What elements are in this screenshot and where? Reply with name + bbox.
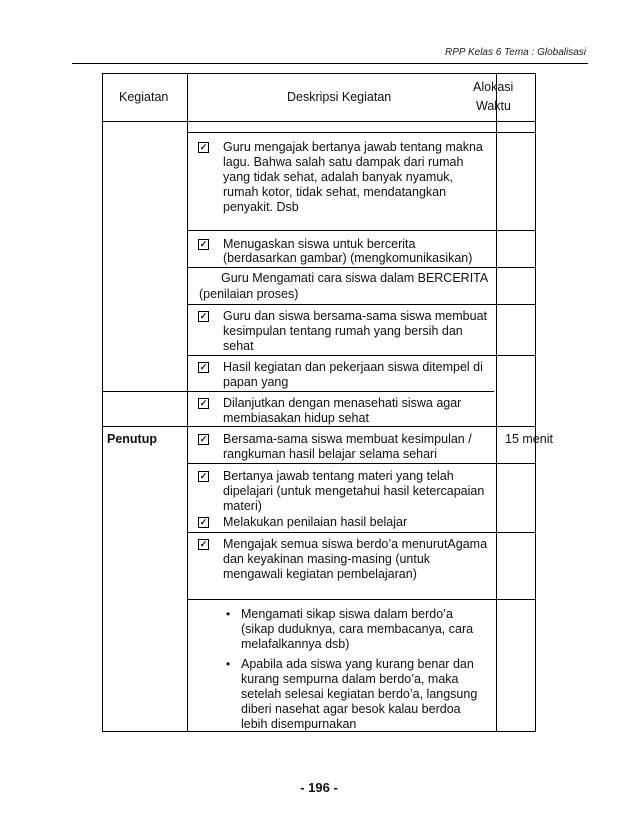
page-number: - 196 -	[300, 780, 338, 795]
desc-line: kurang sempurna dalam berdo’a, maka	[241, 672, 459, 686]
activity-table	[102, 73, 553, 732]
checkbox-icon: ✓	[199, 398, 208, 408]
column-divider	[496, 74, 497, 731]
desc-line: Bersama-sama siswa membuat kesimpulan /	[223, 432, 472, 446]
desc-line: sehat	[223, 339, 254, 353]
desc-line: lagu. Bahwa salah satu dampak dari rumah	[223, 155, 464, 169]
desc-line: (sikap duduknya, cara membacanya, cara	[241, 622, 474, 636]
desc-line: mengawali kegiatan pembelajaran)	[223, 567, 417, 581]
row-divider	[187, 532, 535, 533]
row-divider	[187, 463, 535, 464]
checkbox-icon: ✓	[199, 142, 208, 152]
checkbox-icon: ✓	[199, 539, 208, 549]
row-divider	[187, 132, 535, 133]
row-divider	[103, 391, 494, 392]
row-divider	[187, 267, 535, 268]
row-divider	[103, 426, 535, 427]
desc-line: kesimpulan tentang rumah yang bersih dan	[223, 324, 463, 338]
desc-line: membiasakan hidup sehat	[223, 411, 369, 425]
desc-line: Guru Mengamati cara siswa dalam BERCERITA	[221, 271, 489, 285]
desc-line: Mengajak semua siswa berdo’a menurutAgama	[223, 537, 488, 551]
desc-line: Menugaskan siswa untuk bercerita	[223, 237, 416, 251]
desc-line: rumah kotor, tidak sehat, mendatangkan	[223, 185, 447, 199]
desc-line: (penilaian proses)	[199, 287, 299, 301]
bullet-icon: •	[226, 657, 231, 671]
desc-line: Bertanya jawab tentang materi yang telah	[223, 469, 454, 483]
desc-line: Guru mengajak bertanya jawab tentang makna	[223, 140, 483, 154]
bullet-icon: •	[226, 607, 231, 621]
row-divider	[187, 355, 535, 356]
desc-line: Guru dan siswa bersama-sama siswa membuat	[223, 309, 487, 323]
desc-line: setelah selesai kegiatan berdo’a, langsung	[241, 687, 478, 701]
header-divider	[72, 63, 588, 64]
checkbox-icon: ✓	[199, 434, 208, 444]
desc-line: papan yang	[223, 375, 289, 389]
row-divider	[187, 230, 535, 231]
document-header: RPP Kelas 6 Tema : Globalisasi	[445, 47, 586, 58]
column-divider	[187, 74, 188, 731]
desc-line: materi)	[223, 499, 262, 513]
desc-line: rangkuman hasil belajar selama sehari	[223, 447, 438, 461]
checkbox-icon: ✓	[199, 311, 208, 321]
kegiatan-header: Kegiatan	[119, 90, 169, 104]
desc-line: Dilanjutkan dengan menasehati siswa agar	[223, 396, 462, 410]
alokasi-header-line1: Alokasi	[473, 80, 514, 94]
penutup-time: 15 menit	[505, 432, 553, 446]
row-divider	[187, 599, 535, 600]
desc-line: Melakukan penilaian hasil belajar	[223, 515, 408, 529]
desc-line: penyakit. Dsb	[223, 200, 299, 214]
alokasi-header-line2: Waktu	[476, 99, 511, 113]
desc-line: dan keyakinan masing-masing (untuk	[223, 552, 431, 566]
row-divider	[187, 304, 535, 305]
checkbox-icon: ✓	[199, 471, 208, 481]
desc-line: Apabila ada siswa yang kurang benar dan	[241, 657, 474, 671]
desc-line: melafalkannya dsb)	[241, 637, 350, 651]
checkbox-icon: ✓	[199, 362, 208, 372]
checkbox-icon: ✓	[199, 517, 208, 527]
penutup-label: Penutup	[107, 432, 157, 446]
checkbox-icon: ✓	[199, 239, 208, 249]
header-divider-row	[103, 121, 535, 122]
desc-line: Hasil kegiatan dan pekerjaan siswa ditempel di	[223, 360, 483, 374]
desc-line: dipelajari (untuk mengetahui hasil ketercapaian	[223, 484, 485, 498]
desc-line: (berdasarkan gambar) (mengkomunikasikan)	[223, 251, 473, 265]
deskripsi-header: Deskripsi Kegiatan	[287, 90, 392, 104]
desc-line: lebih disempurnakan	[241, 717, 357, 731]
desc-line: Mengamati sikap siswa dalam berdo’a	[241, 607, 453, 621]
desc-line: diberi nasehat agar besok kalau berdoa	[241, 702, 461, 716]
desc-line: yang tidak sehat, adalah banyak nyamuk,	[223, 170, 454, 184]
